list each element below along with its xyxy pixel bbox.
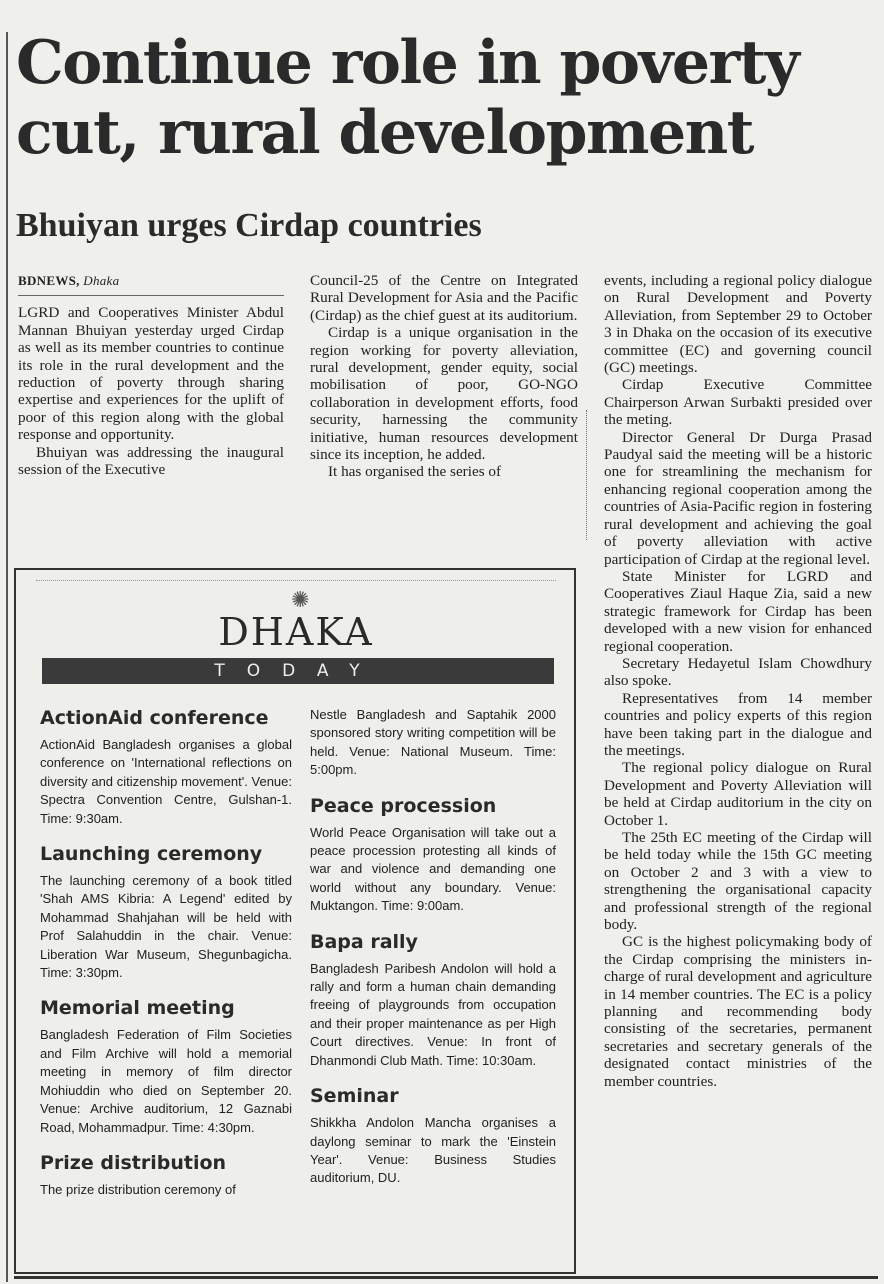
- byline-place: Dhaka: [83, 273, 120, 288]
- events-column-left: [40, 706, 292, 1213]
- events-column-right: [310, 706, 556, 1202]
- margin-marks: [586, 410, 601, 540]
- paragraph: Council-25 of the Centre on Integrated Rural Development for Asia and the Pacific (Cirdap) as the chief guest at its auditorium.: [310, 272, 578, 324]
- column-rule: [6, 32, 8, 1282]
- paragraph: State Minister for LGRD and Cooperatives Ziaul Haque Zia, said a new strategic framework for Cirdap has been developed with a new vision for enhanced regional cooperation.: [604, 567, 872, 655]
- event-title: Seminar: [310, 1085, 399, 1108]
- event-title: Bapa rally: [310, 930, 418, 953]
- byline-rule: [18, 295, 284, 296]
- article-column-3: [604, 272, 872, 1090]
- paragraph: Secretary Hedayetul Islam Chowdhury also spoke.: [604, 654, 872, 690]
- event-body: ActionAid Bangladesh organises a global conference on 'International reflections on diversity and citizenship movement'. Venue: Spectra Convention Centre, Gulshan-1. Time: 9:30am.: [40, 737, 292, 826]
- event-title: Prize distribution: [40, 1151, 227, 1174]
- event-title: Peace procession: [310, 794, 497, 817]
- event-item: [310, 794, 556, 916]
- paragraph: Cirdap Executive Committee Chairperson Arwan Surbakti presided over the meting.: [604, 376, 872, 429]
- bottom-rule: [14, 1276, 878, 1279]
- event-title: Memorial meeting: [40, 997, 235, 1020]
- event-body: Shikkha Andolon Mancha organises a daylong seminar to mark the 'Einstein Year'. Venue: Business Studies auditorium, DU.: [310, 1115, 556, 1186]
- paragraph: The regional policy dialogue on Rural Development and Poverty Alleviation will be held at Cirdap auditorium in the city on October 1.: [604, 759, 872, 829]
- event-body: Bangladesh Federation of Film Societies and Film Archive will hold a memorial meeting in memory of film director Mohiuddin who died on September 20. Venue: Archive auditorium, 12 Gaznabi Road, Mohammadpur. Time: 4:30pm.: [40, 1027, 292, 1135]
- paragraph: LGRD and Cooperatives Minister Abdul Mannan Bhuiyan yesterday urged Cirdap as well as its member countries to continue its role in the rural development and the reduction of poverty through sharing expertise and experiences for the uplift of poor of this region along with the global response and opportunity.: [18, 304, 284, 444]
- event-body: World Peace Organisation will take out a peace procession protesting all kinds of war and violence and demanding one world without any boundary. Venue: Muktangon. Time: 9:00am.: [310, 824, 556, 914]
- event-item: [40, 706, 292, 828]
- paragraph: Representatives from 14 member countries and policy experts of this region have been taking part in the dialogue and the meetings.: [604, 689, 872, 759]
- paragraph: Director General Dr Durga Prasad Paudyal said the meeting will be a historic one for streamlining the mechanism for enhancing regional cooperation among the countries of Asia-Pacific region in fostering rural development and achieving the goal of poverty alleviation with active participation of Cirdap at the regional level.: [604, 428, 872, 568]
- paragraph: GC is the highest policymaking body of the Cirdap comprising the ministers in-charge of rural development and agriculture in 14 member countries. The EC is a policy planning and recommending body consisting of the secretaries, permanent secretaries and secretary generals of the designated contact ministries of the member countries.: [604, 933, 872, 1090]
- paragraph: Cirdap is a unique organisation in the region working for poverty alleviation, rural development, gender equity, social mobilisation of poor, GO-NGO collaboration in development efforts, food security, harnessing the community initiative, human resources development since its inception, he added.: [310, 324, 578, 464]
- decorative-dots: [36, 580, 556, 587]
- sunburst-icon: ✺: [291, 588, 310, 613]
- dhaka-today-masthead: DHAKA: [218, 610, 374, 654]
- event-item: [310, 930, 556, 1070]
- event-title: Launching ceremony: [40, 843, 263, 866]
- event-body: The prize distribution ceremony of: [40, 1181, 236, 1197]
- subheadline: Bhuiyan urges Cirdap countries: [16, 207, 482, 244]
- article-column-1: [18, 272, 284, 478]
- article-column-2: [310, 272, 578, 481]
- event-item: [40, 1151, 292, 1199]
- event-body: Bangladesh Paribesh Andolon will hold a rally and form a human chain demanding freeing of playgrounds from occupation and their proper maintenance as per High Court directives. Venue: In front of Dhanmondi Club Math. Time: 10:30am.: [310, 960, 556, 1068]
- headline: Continue role in poverty cut, rural development: [16, 28, 799, 168]
- paragraph: It has organised the series of: [328, 463, 502, 481]
- paragraph: events, including a regional policy dialogue on Rural Development and Poverty Alleviation, from September 29 to October 3 in Dhaka on the occasion of its executive committee (EC) and governing council (GC) meetings.: [604, 272, 872, 377]
- event-body: The launching ceremony of a book titled 'Shah AMS Kibria: A Legend' edited by Mohammad Shahjahan will be held with Prof Salahuddin in the chair. Venue: Liberation War Museum, Shegunbagicha. Time: 3:30pm.: [40, 873, 292, 981]
- event-item: [40, 842, 292, 982]
- today-bar: TODAY: [42, 658, 554, 684]
- event-body: Nestle Bangladesh and Saptahik 2000 sponsored story writing competition will be held. Venue: National Museum. Time: 5:00pm.: [310, 707, 556, 778]
- byline: [18, 272, 284, 289]
- byline-source: BDNEWS,: [18, 273, 80, 288]
- event-title: ActionAid conference: [40, 707, 269, 729]
- event-item: [40, 996, 292, 1136]
- paragraph: Bhuiyan was addressing the inaugural session of the Executive: [18, 443, 284, 479]
- event-item: [310, 1084, 556, 1188]
- dhaka-today-box: [14, 568, 576, 1274]
- paragraph: The 25th EC meeting of the Cirdap will be held today while the 15th GC meeting on October 2 and 3 with a view to strengthening the organisational capacity and professional strength of the regional body.: [604, 829, 872, 934]
